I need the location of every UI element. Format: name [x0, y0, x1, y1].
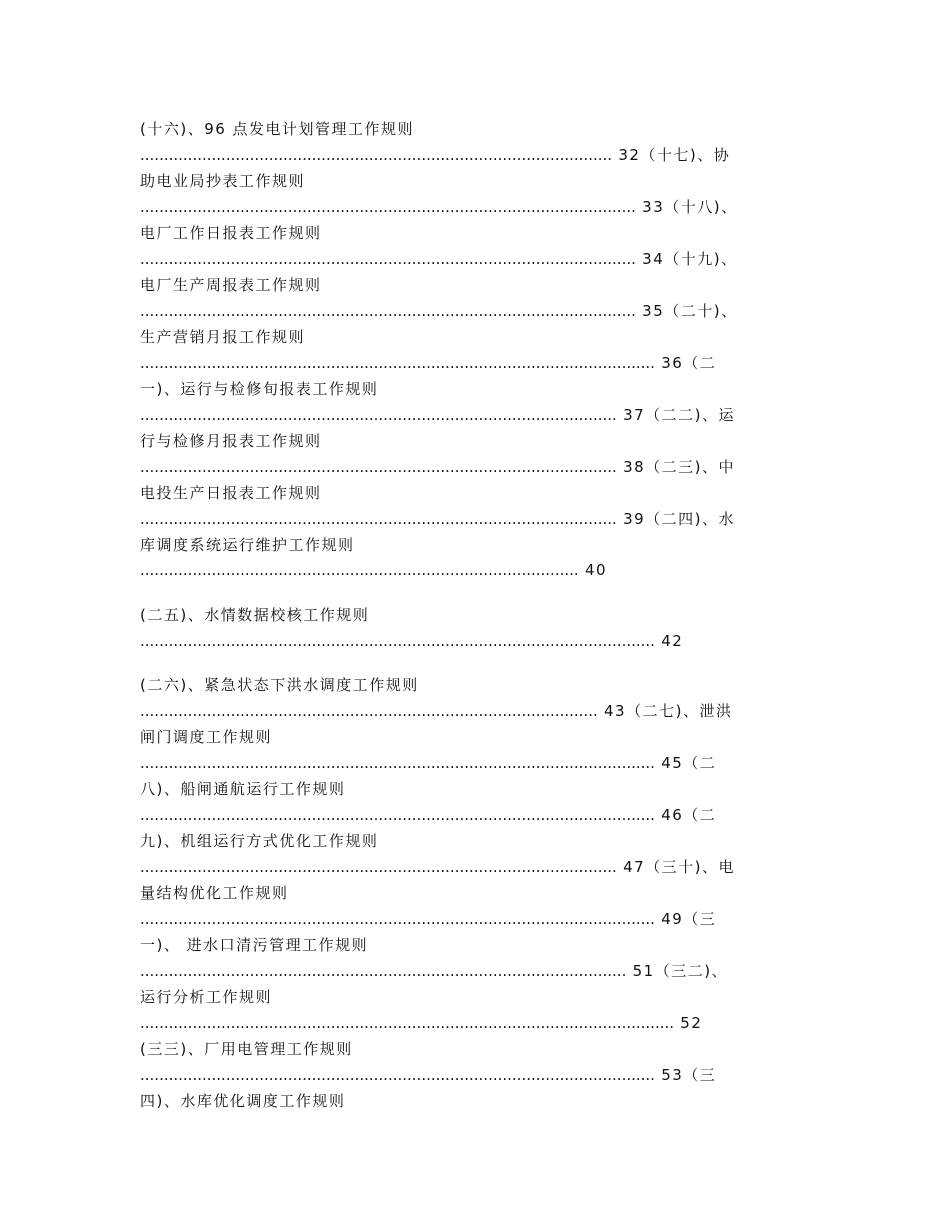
toc-line: .................................................................................................... 37（二二)、运	[140, 406, 736, 424]
toc-line: .................................................................................................... 47（三十)、电	[140, 858, 736, 876]
toc-line: ............................................................................................................ 49（三	[140, 910, 717, 928]
toc-line: ................................................................................................................ 52	[140, 1014, 703, 1032]
toc-line: 闸门调度工作规则	[140, 728, 273, 746]
toc-line: 电投生产日报表工作规则	[140, 484, 322, 502]
toc-line: ............................................................................................................ 42	[140, 632, 684, 650]
toc-line: 量结构优化工作规则	[140, 884, 289, 902]
toc-line: ........................................................................................................ 35（二十)、	[140, 302, 738, 320]
toc-line: ............................................................................................................ 45（二	[140, 754, 717, 772]
toc-line: ............................................................................................................ 36（二	[140, 354, 717, 372]
toc-line: 电厂生产周报表工作规则	[140, 276, 322, 294]
toc-line: 行与检修月报表工作规则	[140, 432, 322, 450]
toc-line: ................................................................................................ 43（二七)、泄洪	[140, 702, 733, 720]
toc-line: 库调度系统运行维护工作规则	[140, 536, 355, 554]
toc-line: 助电业局抄表工作规则	[140, 172, 306, 190]
toc-line: ............................................................................................................ 46（二	[140, 806, 717, 824]
toc-line: (二五)、水情数据校核工作规则	[140, 606, 370, 624]
toc-line: 运行分析工作规则	[140, 988, 273, 1006]
toc-line: ............................................................................................................ 53（三	[140, 1066, 717, 1084]
toc-line: (十六)、96 点发电计划管理工作规则	[140, 120, 415, 138]
toc-line: ............................................................................................ 40	[140, 561, 608, 579]
toc-line: 电厂工作日报表工作规则	[140, 224, 322, 242]
toc-line: 一)、 进水口清污管理工作规则	[140, 936, 369, 954]
toc-line: ........................................................................................................ 34（十九)、	[140, 250, 738, 268]
toc-line: 四)、水库优化调度工作规则	[140, 1092, 346, 1110]
toc-line: .................................................................................................... 38（二三)、中	[140, 458, 736, 476]
toc-line: ........................................................................................................ 33（十八)、	[140, 198, 738, 216]
toc-line: 一)、运行与检修旬报表工作规则	[140, 380, 379, 398]
toc-line: ...................................................................................................... 51（三二)、	[140, 962, 729, 980]
toc-line: ................................................................................................... 32（十七)、协	[140, 146, 731, 164]
toc-line: 八)、船闸通航运行工作规则	[140, 780, 346, 798]
toc-line: (三三)、厂用电管理工作规则	[140, 1040, 353, 1058]
toc-line: .................................................................................................... 39（二四)、水	[140, 510, 736, 528]
toc-line: (二六)、紧急状态下洪水调度工作规则	[140, 676, 419, 694]
toc-line: 九)、机组运行方式优化工作规则	[140, 832, 379, 850]
toc-line: 生产营销月报工作规则	[140, 328, 306, 346]
